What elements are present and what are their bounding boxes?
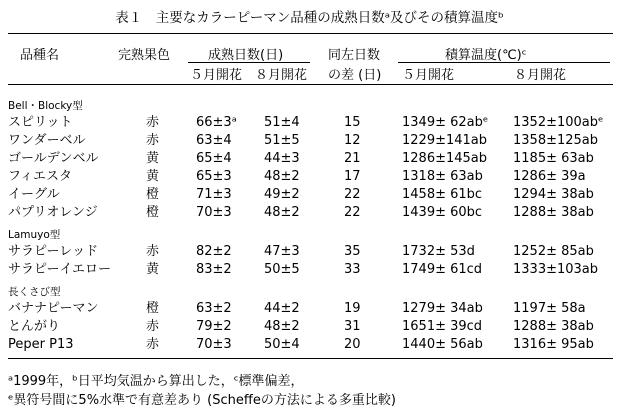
cell-temp-may: 1349± 62abᵉ — [402, 115, 489, 130]
cell-temp-aug: 1252± 85ab — [513, 244, 594, 259]
cell-diff: 33 — [344, 262, 361, 277]
cell-diff: 22 — [344, 205, 361, 220]
header-rule — [8, 84, 613, 85]
cell-may: 70±3 — [196, 337, 232, 352]
cell-aug: 50±5 — [264, 262, 300, 277]
cell-temp-aug: 1316± 95ab — [513, 337, 594, 352]
table-title: 表１ 主要なカラーピーマン品種の成熟日数ᵃ及びその積算温度ᵇ — [115, 10, 504, 26]
header-aug-flower: ８月開花 — [255, 68, 308, 83]
cell-aug: 48±2 — [264, 319, 300, 334]
cell-temp-aug: 1294± 38ab — [513, 187, 594, 202]
header-cultivar: 品種名 — [20, 48, 60, 63]
cell-temp-may: 1458± 61bc — [402, 187, 483, 202]
cell-cultivar: サラピーイエロー — [8, 262, 111, 277]
cell-may: 83±2 — [196, 262, 232, 277]
cell-temp-may: 1318± 63ab — [402, 169, 483, 184]
header-accum-temp: 積算温度(℃)ᶜ — [445, 48, 527, 63]
cell-temp-aug: 1288± 38ab — [513, 319, 594, 334]
header-diff-top: 同左日数 — [328, 48, 381, 63]
cell-color: 橙 — [146, 205, 160, 220]
cell-may: 82±2 — [196, 244, 232, 259]
table-row — [8, 132, 613, 150]
cell-diff: 20 — [344, 337, 361, 352]
cell-temp-may: 1279± 34ab — [402, 301, 483, 316]
cell-color: 黄 — [146, 169, 160, 184]
cell-cultivar: パプリオレンジ — [8, 205, 98, 220]
table-row — [8, 168, 613, 186]
cell-diff: 31 — [344, 319, 361, 334]
cell-temp-aug: 1197± 58a — [513, 301, 586, 316]
cell-cultivar: ゴールデンベル — [8, 151, 99, 166]
cell-temp-aug: 1333±103ab — [513, 262, 599, 277]
cell-aug: 50±4 — [264, 337, 300, 352]
group-label: 長くさび型 — [8, 286, 61, 298]
cell-aug: 51±4 — [264, 115, 300, 130]
cell-diff: 17 — [344, 169, 361, 184]
footnote: ᵃ1999年，ᵇ日平均気温から算出した，ᶜ標準偏差， — [8, 374, 304, 389]
cell-color: 黄 — [146, 151, 160, 166]
cell-cultivar: フィエスタ — [8, 169, 72, 184]
cell-cultivar: とんがり — [8, 319, 61, 334]
header-may-flower: ５月開花 — [190, 68, 243, 83]
top-rule — [8, 33, 613, 34]
cell-temp-may: 1439± 60bc — [402, 205, 483, 220]
footnote: ᵉ異符号間に5%水準で有意差あり (Scheffeの方法による多重比較) — [8, 393, 396, 408]
cell-color: 赤 — [146, 319, 160, 334]
header-maturity-days: 成熟日数(日) — [208, 48, 284, 63]
cell-aug: 44±3 — [264, 151, 300, 166]
cell-aug: 51±5 — [264, 133, 300, 148]
cell-cultivar: Peper P13 — [8, 337, 74, 352]
cell-may: 79±2 — [196, 319, 232, 334]
header-aug-flower-temp: ８月開花 — [514, 68, 567, 83]
cell-may: 63±2 — [196, 301, 232, 316]
cell-aug: 48±2 — [264, 169, 300, 184]
cell-diff: 21 — [344, 151, 361, 166]
cell-cultivar: イーグル — [8, 187, 60, 202]
cell-may: 65±4 — [196, 151, 232, 166]
cell-aug: 48±2 — [264, 205, 300, 220]
header-diff-bottom: の差 (日) — [328, 68, 382, 83]
cell-temp-aug: 1358±125ab — [513, 133, 599, 148]
table-row — [8, 261, 613, 279]
cell-may: 66±3ᵃ — [196, 115, 237, 130]
cell-diff: 15 — [344, 115, 361, 130]
cell-cultivar: サラピーレッド — [8, 244, 99, 259]
table-row — [8, 336, 613, 354]
cell-temp-aug: 1286± 39a — [513, 169, 586, 184]
cell-diff: 22 — [344, 187, 361, 202]
bottom-rule — [8, 358, 613, 359]
header-may-flower-temp: ５月開花 — [402, 68, 455, 83]
cell-may: 65±3 — [196, 169, 232, 184]
cell-color: 赤 — [146, 337, 160, 352]
cell-temp-may: 1440± 56ab — [402, 337, 483, 352]
table-row — [8, 150, 613, 168]
group-label: Lamuyo型 — [8, 229, 61, 241]
cell-may: 71±3 — [196, 187, 232, 202]
cell-color: 橙 — [146, 301, 160, 316]
cell-temp-may: 1749± 61cd — [402, 262, 483, 277]
cell-temp-may: 1286±145ab — [402, 151, 488, 166]
cell-aug: 49±2 — [264, 187, 300, 202]
cell-temp-may: 1732± 53d — [402, 244, 475, 259]
cell-diff: 35 — [344, 244, 361, 259]
cell-diff: 12 — [344, 133, 361, 148]
cell-color: 赤 — [146, 244, 160, 259]
accum-temp-underline — [398, 62, 610, 63]
cell-color: 橙 — [146, 187, 160, 202]
cell-aug: 47±3 — [264, 244, 300, 259]
cell-may: 63±4 — [196, 133, 232, 148]
cell-diff: 19 — [344, 301, 361, 316]
table-row — [8, 300, 613, 318]
cell-temp-aug: 1288± 38ab — [513, 205, 594, 220]
cell-cultivar: ワンダーベル — [8, 133, 86, 148]
cell-aug: 44±2 — [264, 301, 300, 316]
table-row — [8, 318, 613, 336]
cell-cultivar: スピリット — [8, 115, 73, 130]
cell-temp-aug: 1185± 63ab — [513, 151, 594, 166]
cell-color: 黄 — [146, 262, 160, 277]
cell-temp-may: 1229±141ab — [402, 133, 488, 148]
cell-temp-may: 1651± 39cd — [402, 319, 483, 334]
group-label: Bell・Blocky型 — [8, 100, 83, 112]
table-row — [8, 114, 613, 132]
cell-color: 赤 — [146, 133, 160, 148]
table-row — [8, 186, 613, 204]
cell-cultivar: バナナピーマン — [8, 301, 99, 316]
cell-color: 赤 — [146, 115, 160, 130]
table-row — [8, 204, 613, 222]
cell-temp-aug: 1352±100abᵉ — [513, 115, 604, 130]
header-fruit-color: 完熟果色 — [118, 48, 171, 63]
cell-may: 70±3 — [196, 205, 232, 220]
table-row — [8, 243, 613, 261]
maturity-days-underline — [188, 62, 310, 63]
